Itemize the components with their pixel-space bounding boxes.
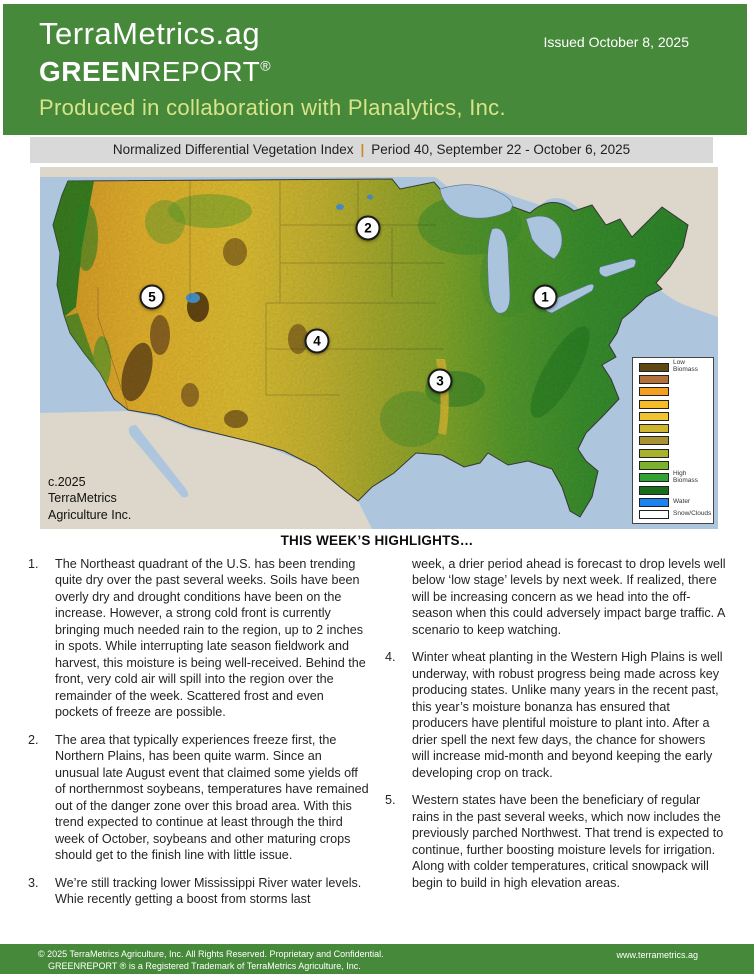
- canada-border-strip: [40, 167, 440, 177]
- legend-swatch: [639, 498, 669, 507]
- map-marker-2: 2: [356, 216, 381, 241]
- highlight-item-number: 1.: [28, 557, 39, 571]
- legend-row: [639, 410, 711, 422]
- legend-row: [639, 361, 711, 373]
- legend-swatch: [639, 510, 669, 519]
- subtitle-right: Period 40, September 22 - October 6, 2025: [371, 142, 631, 157]
- highlight-item: [385, 556, 726, 638]
- legend-label: Water: [673, 498, 691, 505]
- legend-swatch: [639, 449, 669, 458]
- brand-title: TerraMetrics.ag: [39, 16, 261, 51]
- map-copyright: [48, 474, 131, 524]
- legend-swatch: [639, 387, 669, 396]
- footer-copyright: © 2025 TerraMetrics Agriculture, Inc. All Rights Reserved. Proprietary and Confidential.: [38, 949, 384, 959]
- legend-row: [639, 484, 711, 496]
- legend-row: [639, 398, 711, 410]
- subtitle-separator: |: [360, 142, 365, 157]
- report-title: [39, 56, 747, 88]
- map-copyright-line3: Agriculture Inc.: [48, 507, 132, 522]
- highlight-item-number: [385, 556, 412, 638]
- map-marker-3: 3: [428, 369, 453, 394]
- map-copyright-line2: TerraMetrics: [48, 491, 117, 505]
- footer-website-link[interactable]: www.terrametrics.ag: [616, 950, 698, 960]
- report-title-green: GREEN: [39, 56, 142, 87]
- report-title-rest: REPORT: [141, 56, 261, 87]
- map-copyright-line1: c.2025: [48, 474, 86, 489]
- legend-row: [639, 472, 711, 484]
- highlight-item-text: The area that typically experiences freeze first, the Northern Plains, has been quite warm. Since an unusual late August event that claimed some yields off of northernmost soybeans, temperatures have remained out of the danger zone over this broad area. With this trend expected to continue at least through the third week of October, soybeans and other maturing crops should get to the finish line with little issue.: [55, 732, 369, 863]
- legend-row: [639, 509, 711, 521]
- legend-swatch: [639, 400, 669, 409]
- legend-label: High Biomass: [673, 470, 698, 484]
- map-marker-4: 4: [305, 329, 330, 354]
- highlight-item: [385, 792, 726, 891]
- highlight-item-number: 4.: [385, 650, 396, 665]
- collaboration-line: Produced in collaboration with Planalytics, Inc.: [39, 95, 506, 120]
- highlight-item-number: 2.: [28, 732, 39, 747]
- legend-swatch: [639, 424, 669, 433]
- highlight-item: [385, 649, 726, 781]
- legend-swatch: [639, 436, 669, 445]
- legend-swatch: [639, 473, 669, 482]
- legend-row: [639, 373, 711, 385]
- map-marker-1: 1: [533, 285, 558, 310]
- map-legend: [632, 357, 714, 524]
- legend-row: [639, 386, 711, 398]
- legend-label: Snow/Clouds: [673, 510, 712, 518]
- footer-trademark: GREENREPORT ® is a Registered Trademark of TerraMetrics Agriculture, Inc.: [48, 961, 361, 972]
- issued-date: Issued October 8, 2025: [543, 34, 689, 50]
- legend-row: [639, 422, 711, 434]
- legend-swatch: [639, 412, 669, 421]
- highlights-column-right: [385, 556, 726, 919]
- registered-trademark-symbol: ®: [260, 57, 272, 74]
- legend-label: Low Biomass: [673, 359, 698, 374]
- map-marker-5: 5: [140, 285, 165, 310]
- highlight-item: [28, 732, 369, 864]
- legend-row: [639, 447, 711, 459]
- ndvi-us-map: [40, 167, 718, 529]
- highlight-item-text: week, a drier period ahead is forecast to drop levels well below ‘low stage’ levels by next week. If realized, there will be increasing concern as we head into the off-season when this could adversely impact barge traffic. A scenario to keep watching.: [412, 557, 726, 637]
- highlights-title: THIS WEEK’S HIGHLIGHTS…: [280, 533, 474, 548]
- highlights-columns: [28, 556, 726, 919]
- highlight-item-text: Winter wheat planting in the Western High Plains is well underway, with robust progress being made across key producing states. Unlike many years in the recent past, this year’s moisture bonanza has ensured that producers have plentiful moisture to plant into. After a drier spell the next few days, the chance for showers will increase mid-month and beyond keeping the early developing crop on track.: [412, 650, 723, 780]
- legend-swatch: [639, 375, 669, 384]
- highlight-item: [28, 875, 369, 908]
- report-header: [3, 4, 747, 135]
- subtitle-bar: [30, 137, 713, 163]
- legend-row: [639, 496, 711, 508]
- highlight-item-number: 5.: [385, 793, 396, 808]
- legend-swatch: [639, 363, 669, 372]
- report-footer: [0, 944, 754, 974]
- highlight-item-number: 3.: [28, 875, 39, 890]
- subtitle-left: Normalized Differential Vegetation Index: [112, 142, 354, 157]
- highlight-item-text: The Northeast quadrant of the U.S. has been trending quite dry over the past several weeks. Soils have been overly dry and drought conditions have been on the increase. However, a strong cold front is currently bringing much needed rain to the region, up to 2 inches in spots. While interrupting late season fieldwork and harvest, this moisture is being well-received. Behind the front, very cold air will spill into the region over the remainder of the week. Scattered frost and even pockets of freeze are possible.: [55, 557, 366, 720]
- legend-swatch: [639, 486, 669, 495]
- highlights-column-left: [28, 556, 369, 919]
- legend-row: [639, 435, 711, 447]
- highlight-item-text: We’re still tracking lower Mississippi River water levels. Whie recently getting a boost from storms last: [55, 875, 362, 907]
- highlight-item-text: Western states have been the beneficiary of regular rains in the past several weeks, which now includes the previously parched Northwest. That trend is expected to continue, further boosting moisture levels for irrigation. Along with colder temperatures, critical snowpack will begin to build in high elevation areas.: [412, 793, 724, 890]
- highlight-item: [28, 556, 369, 721]
- legend-swatch: [639, 461, 669, 470]
